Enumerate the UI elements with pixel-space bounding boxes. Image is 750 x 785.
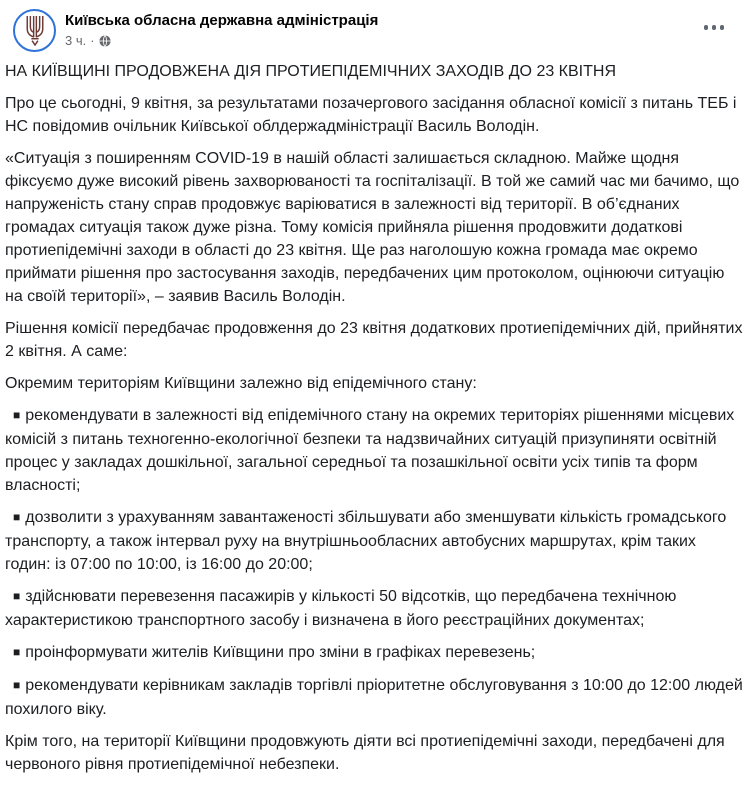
post-menu-button[interactable]: [700, 21, 729, 34]
bullet-item: [5, 674, 744, 721]
globe-icon: [99, 35, 111, 47]
dot: [712, 25, 717, 30]
bullet-text: рекомендувати в залежності від епідемічного стану на окремих територіях рішеннями місцевих комісій з питань техногенно-екологічної безпеки та надзвичайних ситуацій призупиняти освітній процес у закладах дошкільної, загальної середньої та позашкільної освіти усіх типів та форм власності;: [5, 407, 735, 494]
bullet-item: [5, 404, 744, 497]
square-bullet-glyph: ■: [13, 408, 21, 422]
square-bullet-glyph: ■: [13, 645, 21, 659]
timestamp[interactable]: 3 ч.: [65, 33, 87, 48]
bullet-item: [5, 641, 744, 665]
bullet-text: здійснювати перевезення пасажирів у кількості 50 відсотків, що передбачена технічною характеристикою транспортного засобу і визначена в його реєстраційних документах;: [5, 588, 677, 629]
bullet-item: [5, 585, 744, 632]
post-paragraph: Рішення комісії передбачає продовження до 23 квітня додаткових протиепідемічних дій, прийнятих 2 квітня. А саме:: [5, 320, 743, 360]
trident-emblem-icon: [23, 15, 47, 46]
post-paragraph: Про це сьогодні, 9 квітня, за результатами позачергового засідання обласної комісії з питань ТЕБ і НС повідомив очільник Київської облдержадміністрації Василь Володін.: [5, 95, 737, 135]
bullet-item: [5, 506, 744, 576]
square-bullet-glyph: ■: [13, 589, 21, 603]
post-closing-paragraph: Крім того, на території Київщини продовжують діяти всі протиепідемічні заходи, передбачені для червоного рівня протиепідемічної небезпеки.: [5, 733, 725, 773]
meta-separator: ·: [90, 33, 95, 48]
avatar[interactable]: [13, 9, 56, 52]
square-bullet-glyph: ■: [13, 510, 21, 524]
post-paragraph: Окремим територіям Київщини залежно від епідемічного стану:: [5, 375, 477, 392]
page-name-link[interactable]: Київська обласна державна адміністрація: [65, 12, 379, 29]
post-meta: [65, 33, 378, 48]
post-title: НА КИЇВЩИНІ ПРОДОВЖЕНА ДІЯ ПРОТИЕПІДЕМІЧНИХ ЗАХОДІВ ДО 23 КВІТНЯ: [5, 63, 616, 80]
header-info: [65, 9, 378, 48]
bullet-text: дозволити з урахуванням завантаженості збільшувати або зменшувати кількість громадського транспорту, а також інтервал руху на внутрішньообласних автобусних маршрутах, крім таких годин: із 07:00 по 10:00, із 16:00 до 20:00;: [5, 509, 727, 573]
dot: [720, 25, 725, 30]
bullet-text: проінформувати жителів Київщини про зміни в графіках перевезень;: [25, 644, 536, 661]
bullet-text: рекомендувати керівникам закладів торгівлі пріоритетне обслуговування з 10:00 до 12:00 людей похилого віку.: [5, 677, 743, 718]
post-paragraph-quote: «Ситуація з поширенням COVID-19 в нашій області залишається складною. Майже щодня фіксуємо дуже високий рівень захворюваності та госпіталізації. В той же самий час ми бачимо, що напруженість стану справ продовжує варіюватися в залежності від території. В об’єднаних громадах ситуація також дуже різна. Тому комісія прийняла рішення продовжити додаткові протиепідемічні заходи в області до 23 квітня. Ще раз наголошую кожна громада має окремо приймати рішення про застосування заходів, передбачених цим протоколом, оцінюючи ситуацію на своїй території», – заявив Василь Володін.: [5, 150, 740, 305]
post-header: [0, 0, 750, 52]
square-bullet-glyph: ■: [13, 678, 21, 692]
dot: [704, 25, 709, 30]
post-body: [0, 52, 750, 785]
